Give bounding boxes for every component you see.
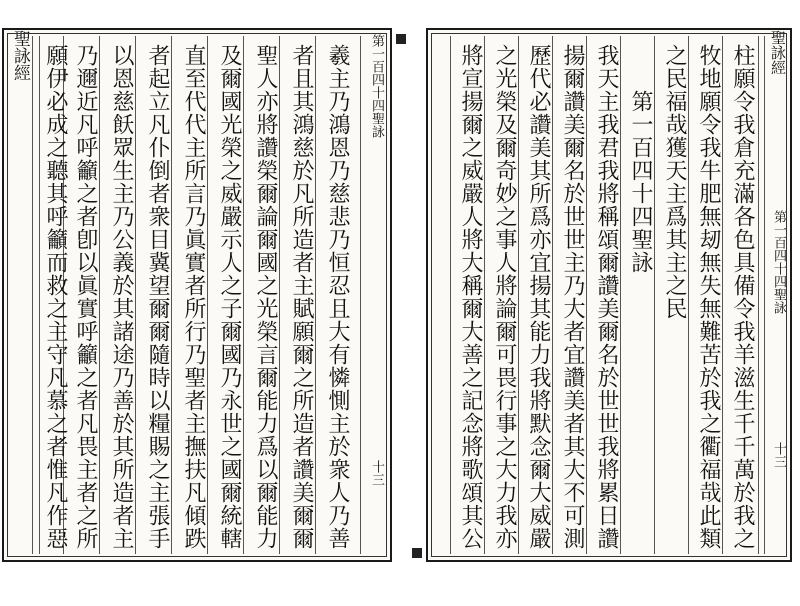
right-column-9: 將宣揚爾之威嚴人將大稱爾大善之記念將歌頌其公 — [458, 44, 483, 550]
left-page — [2, 28, 392, 562]
left-column-6: 者起立凡仆倒者衆目冀望爾爾隨時以糧賜之主張手 — [145, 44, 170, 550]
column-rule — [688, 36, 689, 554]
column-rule — [207, 36, 208, 554]
column-rule — [586, 36, 587, 554]
right-margin-rule-inner — [764, 36, 765, 554]
column-rule — [552, 36, 553, 554]
left-margin-rule-inner — [39, 36, 40, 554]
left-column-2: 者且其鴻慈於凡所造者主賦願爾之所造者讚美爾爾 — [289, 44, 314, 550]
right-folio: 十三 — [771, 442, 786, 468]
column-rule — [484, 36, 485, 554]
right-column-8: 之光榮及爾奇妙之事人將論爾可畏行事之大力我亦 — [492, 44, 517, 550]
left-running-header: 聖詠經 — [10, 30, 30, 81]
gutter-mark — [396, 34, 406, 44]
left-column-8: 乃邇近凡呼籲之者卽以眞實呼籲之者凡畏主者之所 — [73, 44, 98, 550]
right-inner-rule — [450, 36, 451, 554]
column-rule — [279, 36, 280, 554]
left-edge-label: 第一百四十四聖詠 — [369, 34, 384, 138]
column-rule — [654, 36, 655, 554]
left-column-7: 以恩慈飫眾生主乃公義於其諸途乃善於其所造者主 — [109, 44, 134, 550]
right-column-1: 柱願令我倉充滿各色具備令我羊滋生千千萬於我之 — [730, 44, 755, 550]
right-column-6: 揚爾讚美爾名於世世主乃大者宜讚美者其大不可測 — [560, 44, 585, 550]
column-rule — [315, 36, 316, 554]
left-column-3: 聖人亦將讚榮爾論爾國之光榮言爾能力爲以爾能力 — [253, 44, 278, 550]
right-page — [426, 28, 792, 562]
right-column-7: 歷代必讚美其所爲亦宜揚其能力我將默念爾大威嚴 — [526, 44, 551, 550]
column-rule — [99, 36, 100, 554]
column-rule — [518, 36, 519, 554]
right-column-3: 之民福哉獲天主爲其主之民 — [662, 44, 687, 320]
column-rule — [135, 36, 136, 554]
left-column-5: 直至代代主所言乃眞實者所行乃聖者主撫扶凡傾跌 — [181, 44, 206, 550]
right-running-header: 聖詠經 — [769, 30, 787, 75]
column-rule — [722, 36, 723, 554]
right-column-5: 我天主我君我將稱頌爾讚美爾名於世世我將累日讚 — [594, 44, 619, 550]
column-rule — [171, 36, 172, 554]
right-section-label: 第一百四十四聖詠 — [771, 210, 786, 314]
left-column-1: 羲主乃鴻恩乃慈悲乃恒忍且大有憐惻主於衆人乃善 — [325, 44, 350, 550]
right-column-2: 牧地願令我牛肥無刼無失無難苦於我之衢福哉此類 — [696, 44, 721, 550]
left-column-4: 及爾國光榮之威嚴示人之子爾國乃永世之國爾統轄 — [217, 44, 242, 550]
column-rule — [620, 36, 621, 554]
left-column-9: 願伊必成之聽其呼籲而救之主守凡慕之者惟凡作惡 — [43, 44, 68, 550]
column-rule — [243, 36, 244, 554]
left-edge-rule — [360, 36, 361, 554]
left-folio: 十三 — [369, 460, 384, 486]
right-section-title: 第一百四十四聖詠 — [628, 90, 653, 274]
gutter-mark — [412, 548, 422, 558]
right-margin-rule — [758, 36, 759, 554]
left-margin-rule — [32, 36, 33, 554]
